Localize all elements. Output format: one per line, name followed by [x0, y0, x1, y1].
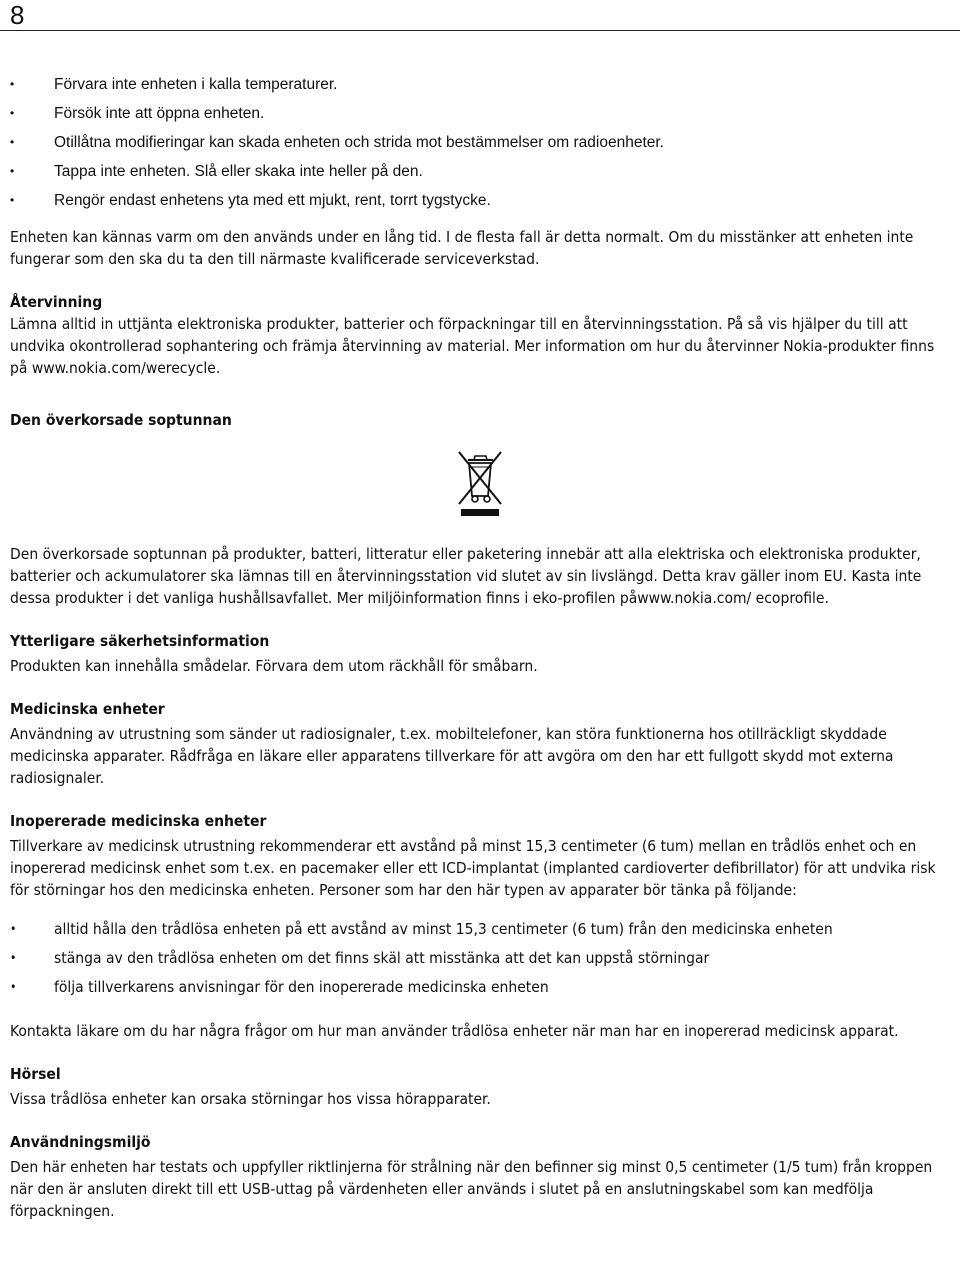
list-item: • Otillåtna modifieringar kan skada enheten och strida mot bestämmelser om radioenheter. — [10, 128, 950, 157]
crossed-bin-paragraph: Den överkorsade soptunnan på produkter, batteri, litteratur eller paketering innebär att alla elektriska och elektroniska produkter, batterier och ackumulatorer ska lämnas till en återvinningsstation vid slutet av sin livslängd. Detta krav gäller inom EU. Kasta inte dessa produkter i det vanliga hushållsavfallet. Mer miljöinformation finns i eko-profilen påwww.nokia.com/ ecoprofile. — [10, 545, 922, 607]
list-item: • Försök inte att öppna enheten. — [10, 99, 950, 128]
warm-paragraph: Enheten kan kännas varm om den används under en lång tid. I de flesta fall är detta normalt. Om du misstänker att enheten inte fungerar som den ska du ta den till närmaste kvalificerade serviceverkstad. — [10, 228, 914, 268]
header-rule — [0, 30, 960, 31]
implanted-bullet-list — [10, 915, 950, 1002]
implanted-heading: Inopererade medicinska enheter — [10, 812, 267, 830]
implanted-contact-paragraph: Kontakta läkare om du har några frågor om hur man använder trådlösa enheter när man har en inopererad medicinsk apparat. — [10, 1022, 899, 1040]
document-body — [10, 70, 950, 1222]
hearing-paragraph: Vissa trådlösa enheter kan orsaka störningar hos vissa hörapparater. — [10, 1090, 491, 1108]
list-item: • alltid hålla den trådlösa enheten på ett avstånd av minst 15,3 centimeter (6 tum) från den medicinska enheten — [10, 915, 950, 944]
list-item: • Tappa inte enheten. Slå eller skaka inte heller på den. — [10, 157, 950, 186]
page-number: 8 — [10, 0, 25, 30]
implanted-paragraph: Tillverkare av medicinsk utrustning rekommenderar ett avstånd på minst 15,3 centimeter (6 tum) mellan en trådlös enhet och en inopererad medicinsk enhet som t.ex. en pacemaker eller ett ICD-implantat (implanted cardioverter defibrillator) för att undvika risk för störningar hos den medicinska enheten. Personer som har den här typen av apparater bör tänka på följande: — [10, 837, 936, 899]
environment-paragraph: Den här enheten har testats och uppfyller riktlinjerna för strålning när den befinner sig minst 0,5 centimeter (1/5 tum) från kroppen när den är ansluten direkt till ett USB-uttag på värdenheten eller används i slutet på en anslutningskabel som kan medfölja förpackningen. — [10, 1158, 933, 1220]
medical-paragraph: Användning av utrustning som sänder ut radiosignaler, t.ex. mobiltelefoner, kan störa funktionerna hos otillräckligt skyddade medicinska apparater. Rådfråga en läkare eller apparatens tillverkare för att avgöra om den har ett fullgott skydd mot externa radiosignaler. — [10, 725, 894, 787]
list-item: • Rengör endast enhetens yta med ett mjukt, rent, torrt tygstycke. — [10, 186, 950, 215]
crossed-bin-heading: Den överkorsade soptunnan — [10, 411, 232, 429]
safety-paragraph: Produkten kan innehålla smådelar. Förvara dem utom räckhåll för småbarn. — [10, 657, 538, 675]
recycling-heading: Återvinning — [10, 293, 103, 311]
list-item: • Förvara inte enheten i kalla temperaturer. — [10, 70, 950, 99]
hearing-heading: Hörsel — [10, 1065, 61, 1083]
safety-heading: Ytterligare säkerhetsinformation — [10, 632, 270, 650]
care-bullet-list — [10, 70, 950, 215]
medical-heading: Medicinska enheter — [10, 700, 165, 718]
list-item: • följa tillverkarens anvisningar för den inopererade medicinska enheten — [10, 973, 950, 1002]
crossed-out-wheelie-bin-icon — [455, 449, 505, 519]
environment-heading: Användningsmiljö — [10, 1133, 151, 1151]
list-item: • stänga av den trådlösa enheten om det finns skäl att misstänka att det kan uppstå störningar — [10, 944, 950, 973]
recycling-paragraph: Lämna alltid in uttjänta elektroniska produkter, batterier och förpackningar till en återvinningsstation. På så vis hjälper du till att undvika okontrollerad sophantering och främja återvinning av material. Mer information om hur du återvinner Nokia-produkter finns på www.nokia.com/werecycle. — [10, 315, 935, 377]
